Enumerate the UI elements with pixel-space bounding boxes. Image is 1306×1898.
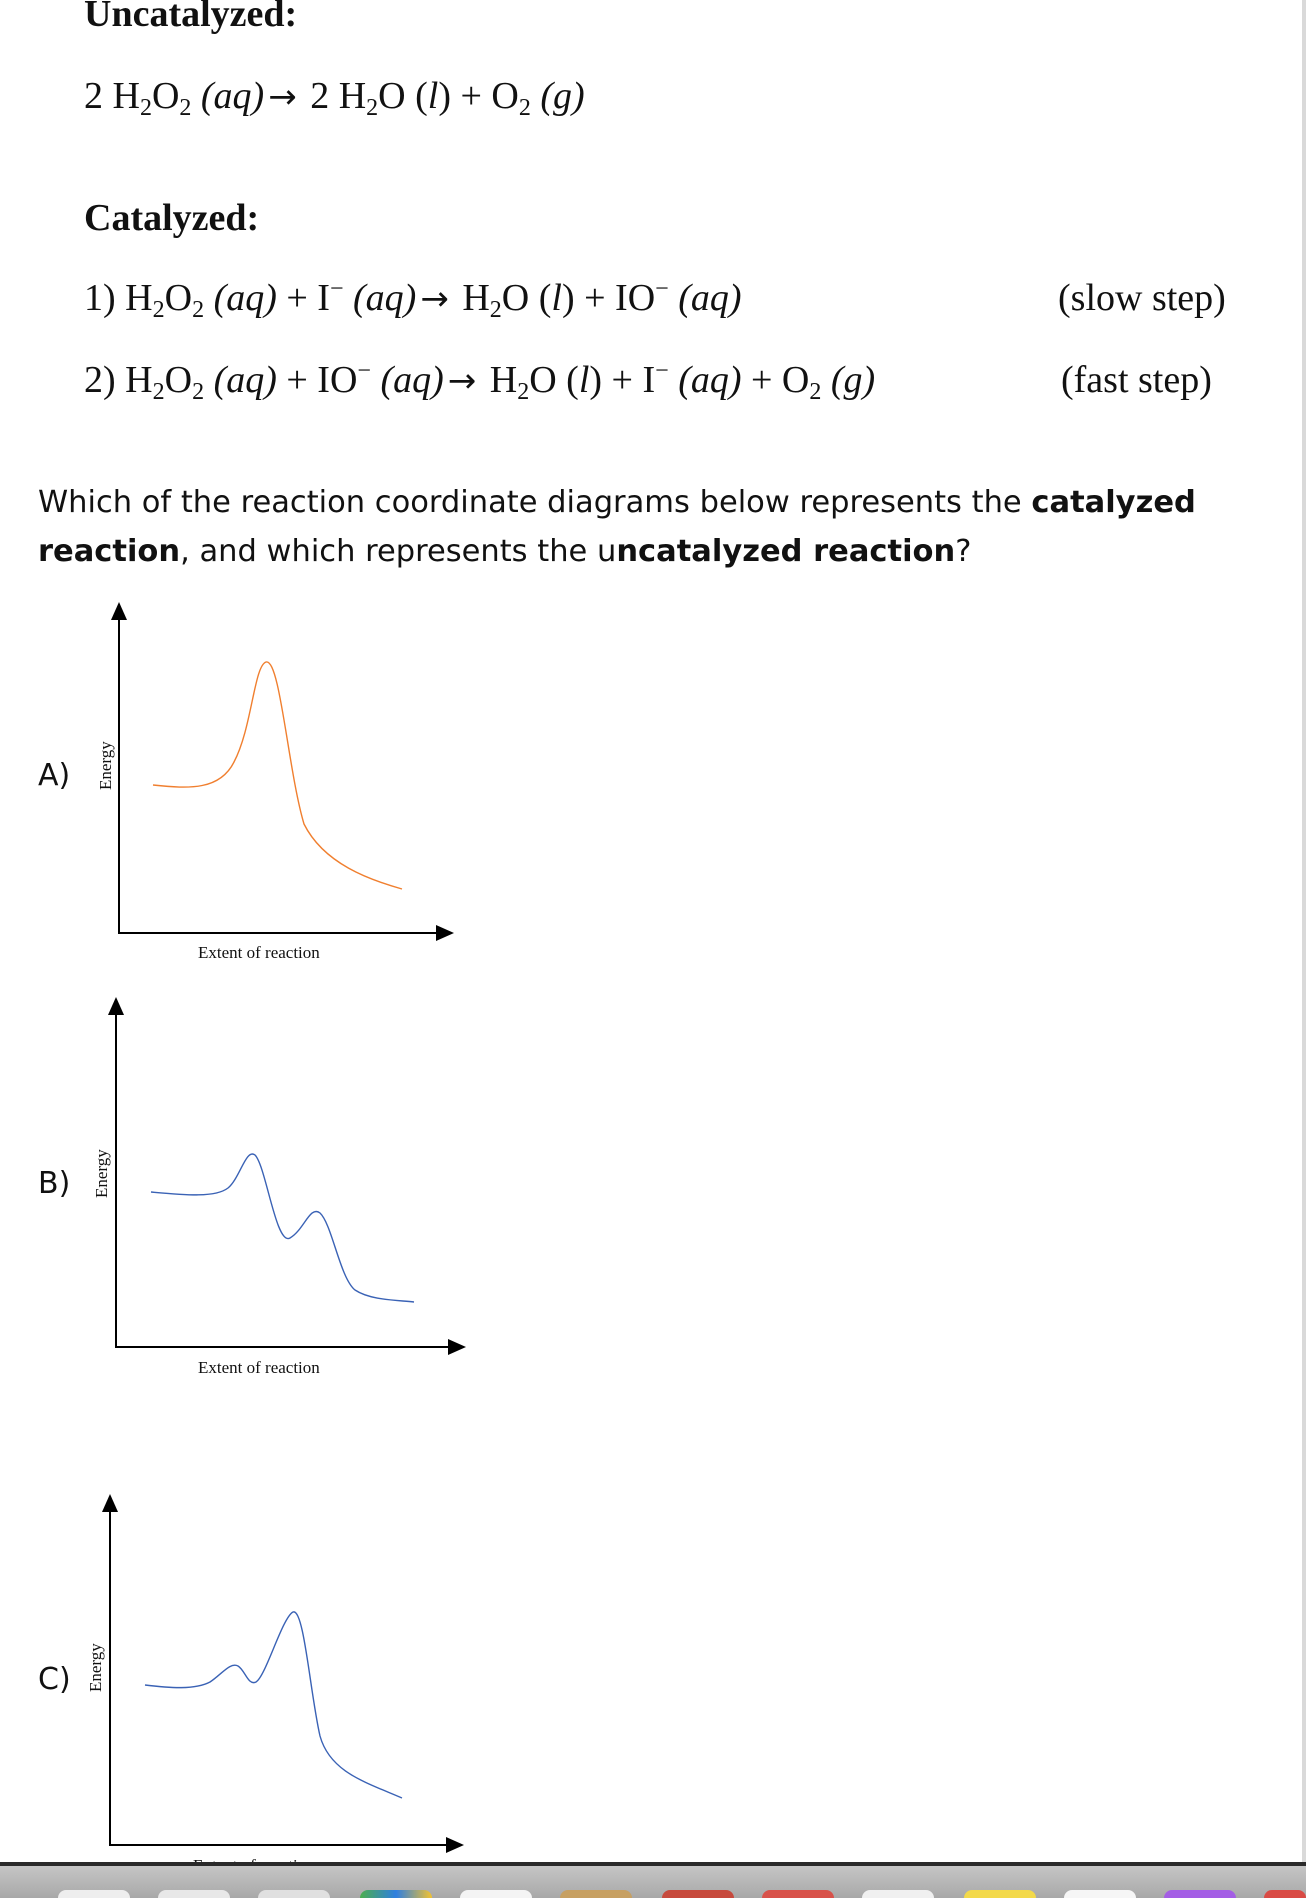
dock-app-icon[interactable] [1164,1890,1236,1898]
catalyzed-step-2: 2) $H_2O_2$ (aq) + IO− $(aq) \to H_2O$ (l) + I− $(aq) + O_2$ (g) [84,358,876,405]
dock-app-icon[interactable] [158,1890,230,1898]
dock-app-icon[interactable] [662,1890,734,1898]
uncatalyzed-heading: Uncatalyzed: [84,0,298,35]
dock-app-icon[interactable] [964,1890,1036,1898]
dock-app-icon[interactable] [1264,1890,1306,1898]
catalyzed-heading: Catalyzed: [84,197,260,239]
dock-app-icon[interactable] [360,1890,432,1898]
diagram-a-curve [153,662,402,889]
dock-app-icon[interactable] [1064,1890,1136,1898]
reaction-arrow-icon: → [268,77,297,117]
dock-app-icon[interactable] [762,1890,834,1898]
reaction-arrow-icon: → [447,361,477,401]
slow-step-note: (slow step) [1058,277,1226,319]
dock-app-icon[interactable] [460,1890,532,1898]
diagram-c-ylabel: Energy [86,1643,105,1692]
diagram-a-xlabel: Extent of reaction [198,943,320,962]
dock-app-icon[interactable] [58,1890,130,1898]
fast-step-note: (fast step) [1061,359,1212,401]
dock-app-icon[interactable] [862,1890,934,1898]
diagram-c-curve [145,1612,402,1798]
uncatalyzed-equation: 2 $H_2O_2$ (aq) → 2 $H_2O$ $(l) + O_2$ (g) [84,75,585,121]
dock-app-icon[interactable] [560,1890,632,1898]
diagram-b-xlabel: Extent of reaction [198,1358,320,1377]
dock-divider [0,1862,1306,1866]
diagram-b [92,1005,458,1377]
catalyzed-step-1: 1) $H_2O_2$ (aq) + I− $(aq) \to H_2O$ (l) + IO− (aq) [84,276,742,323]
option-a-label: A) [38,758,71,793]
diagram-c [86,1502,456,1875]
option-b-label: B) [38,1166,71,1201]
diagram-b-ylabel: Energy [92,1149,111,1198]
option-c-label: C) [38,1662,71,1697]
diagram-a-ylabel: Energy [96,741,115,790]
question-text: Which of the reaction coordinate diagrams below represents the catalyzed reaction, and which represents the uncatalyzed reaction? [38,485,1196,569]
page-edge [1302,0,1306,1898]
dock-app-icon[interactable] [258,1890,330,1898]
reaction-arrow-icon: → [420,279,449,319]
diagram-b-curve [151,1154,414,1302]
diagram-a [96,610,446,962]
